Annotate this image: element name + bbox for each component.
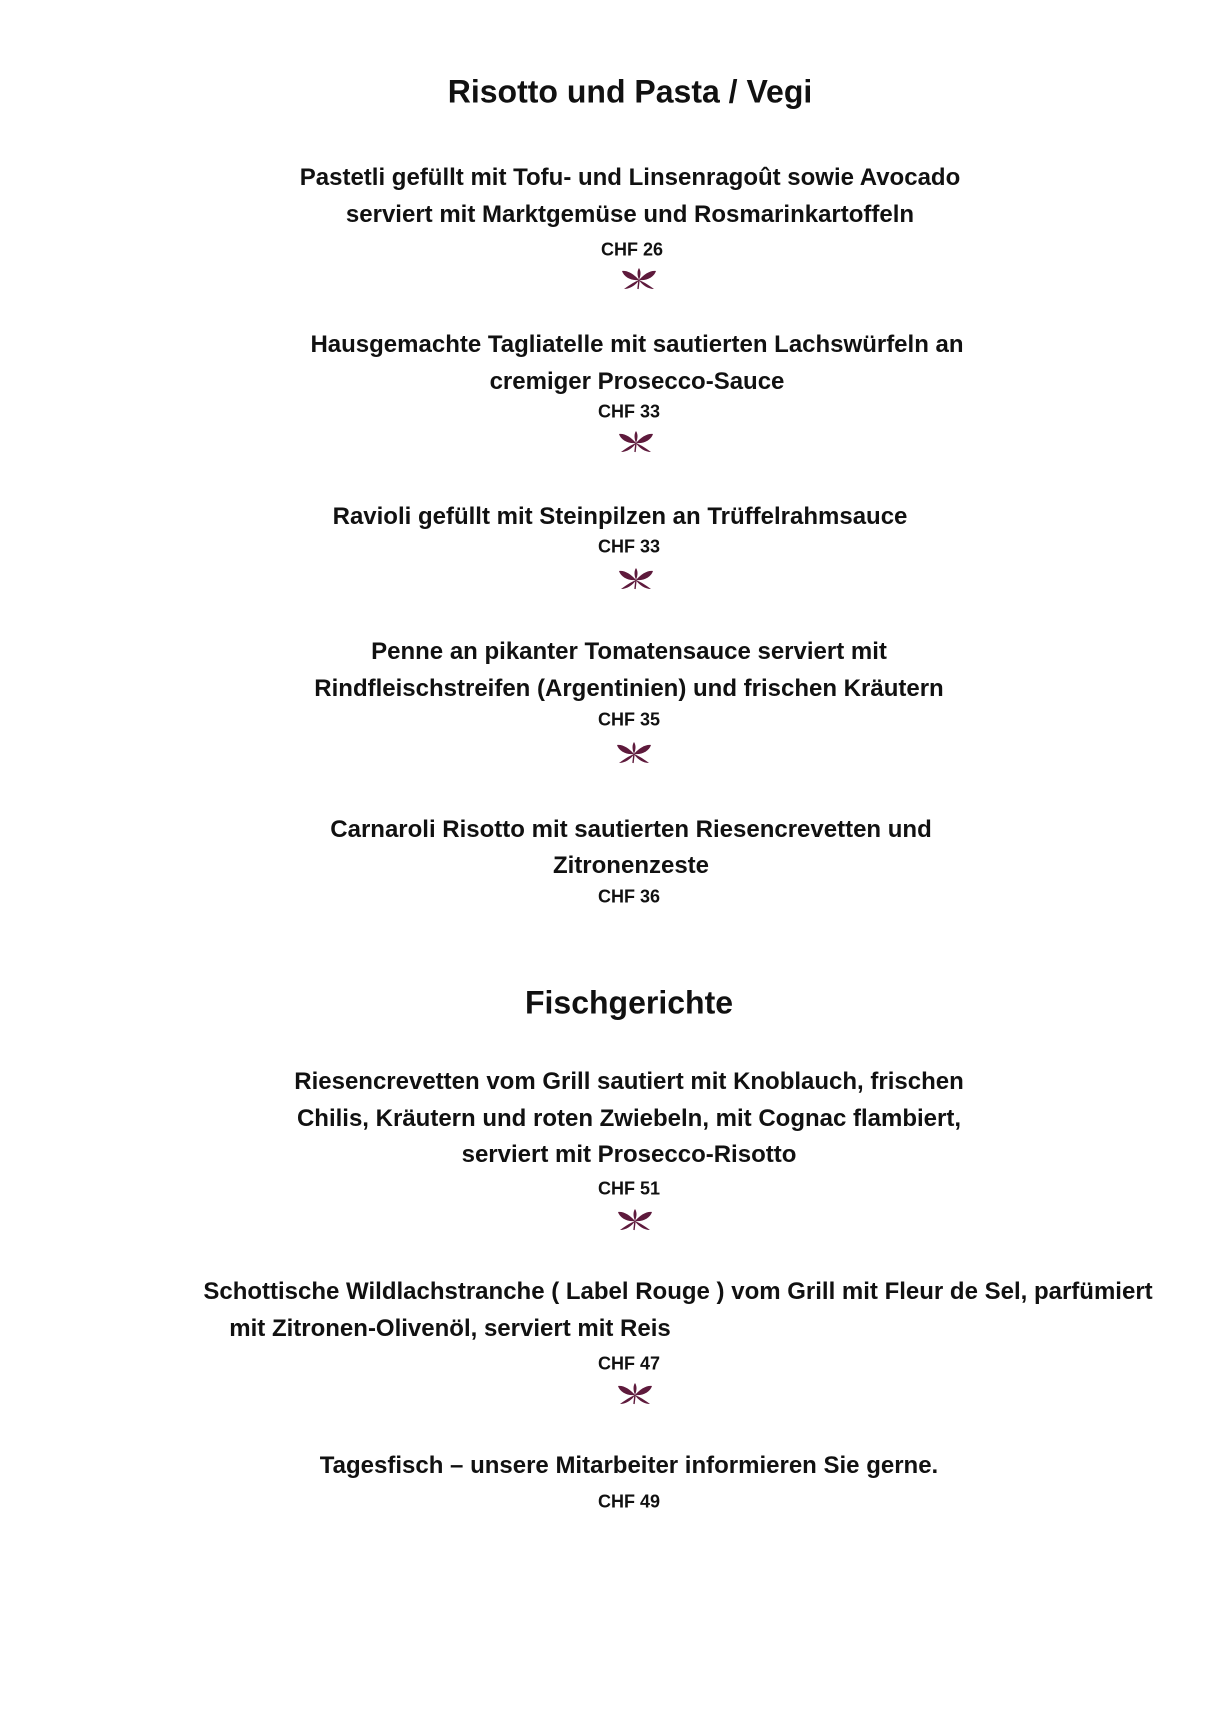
menu-item-line: Carnaroli Risotto mit sautierten Riesencrevetten und — [330, 816, 932, 843]
menu-item-line: Chilis, Kräutern und roten Zwiebeln, mit Cognac flambiert, — [296, 1105, 962, 1132]
menu-item-line: Rindfleischstreifen (Argentinien) und frischen Kräutern — [314, 675, 944, 702]
menu-item-line: Riesencrevetten vom Grill sautiert mit Knoblauch, frischen — [294, 1068, 964, 1095]
leaf-icon — [617, 1209, 653, 1231]
leaf-icon — [617, 1383, 653, 1405]
leaf-icon — [618, 568, 654, 590]
menu-item-line: Hausgemachte Tagliatelle mit sautierten Lachswürfeln an — [310, 331, 964, 358]
leaf-icon — [618, 431, 654, 453]
menu-item-line: Zitronenzeste — [552, 852, 710, 879]
menu-item-line: Ravioli gefüllt mit Steinpilzen an Trüffelrahmsauce — [332, 503, 908, 530]
menu-item-price: CHF 33 — [597, 401, 661, 422]
section-title: Risotto und Pasta / Vegi — [447, 73, 813, 110]
menu-item-line: Pastetli gefüllt mit Tofu- und Linsenragoût sowie Avocado — [299, 164, 961, 191]
menu-item-price: CHF 33 — [597, 536, 661, 557]
leaf-icon — [616, 742, 652, 764]
menu-item-line: serviert mit Marktgemüse und Rosmarinkartoffeln — [345, 201, 915, 228]
menu-item-price: CHF 49 — [597, 1491, 661, 1512]
menu-item-line: serviert mit Prosecco-Risotto — [461, 1141, 797, 1168]
section-title: Fischgerichte — [524, 984, 734, 1021]
menu-item-price: CHF 26 — [600, 239, 664, 260]
menu-item-price: CHF 35 — [597, 709, 661, 730]
menu-item-line: cremiger Prosecco-Sauce — [489, 368, 785, 395]
menu-item-price: CHF 36 — [597, 886, 661, 907]
leaf-icon — [621, 268, 657, 290]
menu-item-price: CHF 51 — [597, 1178, 661, 1199]
menu-item-line: mit Zitronen-Olivenöl, serviert mit Reis — [229, 1315, 671, 1342]
menu-item-line: Schottische Wildlachstranche ( Label Rouge ) vom Grill mit Fleur de Sel, parfümiert — [203, 1278, 1153, 1305]
menu-item-price: CHF 47 — [597, 1353, 661, 1374]
menu-item-line: Tagesfisch – unsere Mitarbeiter informieren Sie gerne. — [319, 1452, 939, 1479]
menu-item-line: Penne an pikanter Tomatensauce serviert mit — [371, 638, 887, 665]
